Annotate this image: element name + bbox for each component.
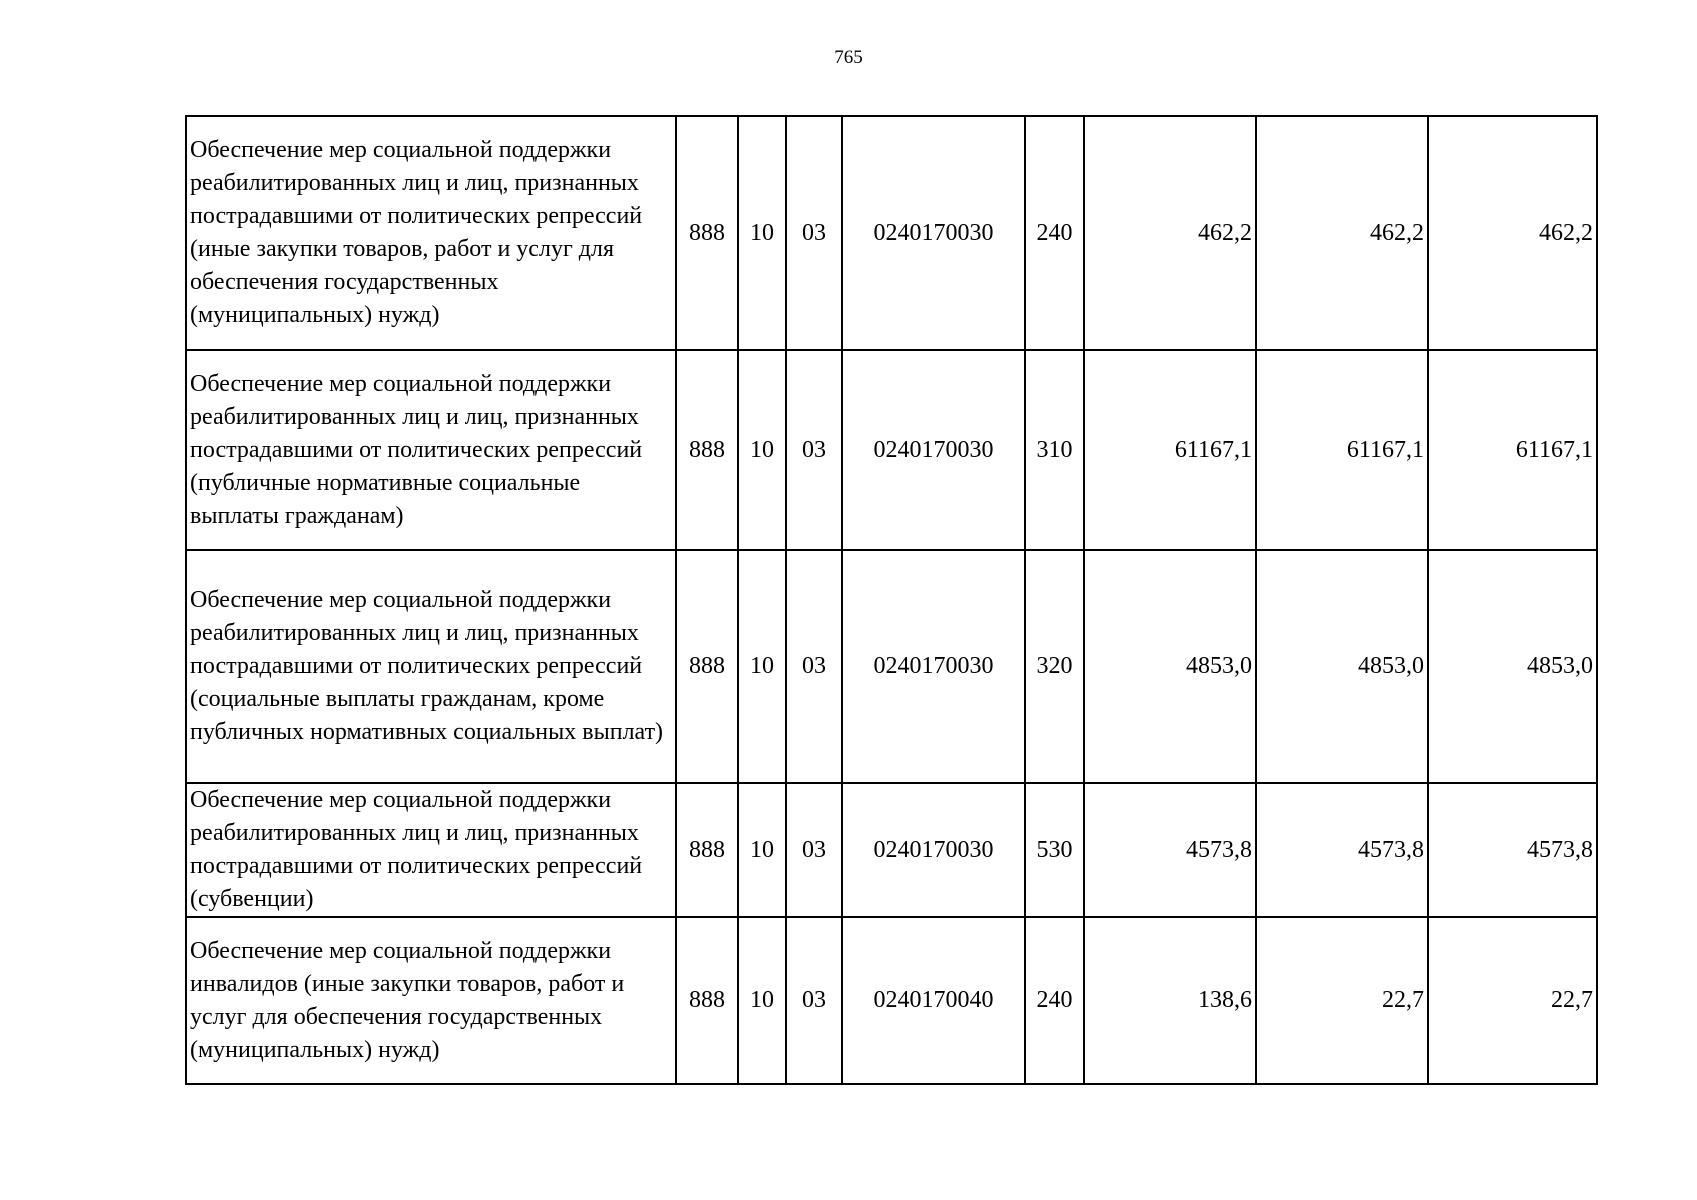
amount-3-cell: 22,7 (1428, 917, 1597, 1084)
description-cell: Обеспечение мер социальной поддержки реабилитированных лиц и лиц, признанных пострадавшими от политических репрессий (субвенции) (186, 783, 676, 917)
ministry-code-cell: 888 (676, 917, 738, 1084)
expense-type-cell: 310 (1025, 350, 1084, 550)
amount-1-cell: 4853,0 (1084, 550, 1256, 783)
page-number: 765 (834, 47, 863, 68)
amount-1-cell: 462,2 (1084, 116, 1256, 350)
expense-type-cell: 320 (1025, 550, 1084, 783)
subsection-code-cell: 03 (786, 917, 842, 1084)
ministry-code-cell: 888 (676, 350, 738, 550)
section-code-cell: 10 (738, 116, 786, 350)
budget-table (185, 115, 1598, 1085)
description-cell: Обеспечение мер социальной поддержки реабилитированных лиц и лиц, признанных пострадавшими от политических репрессий (публичные нормативные социальные выплаты гражданам) (186, 350, 676, 550)
subsection-code-cell: 03 (786, 783, 842, 917)
target-article-cell: 0240170040 (842, 917, 1025, 1084)
amount-1-cell: 61167,1 (1084, 350, 1256, 550)
target-article-cell: 0240170030 (842, 550, 1025, 783)
subsection-code-cell: 03 (786, 116, 842, 350)
amount-1-cell: 138,6 (1084, 917, 1256, 1084)
amount-3-cell: 4573,8 (1428, 783, 1597, 917)
description-cell: Обеспечение мер социальной поддержки реабилитированных лиц и лиц, признанных пострадавшими от политических репрессий (социальные выплаты гражданам, кроме публичных нормативных социальных выплат) (186, 550, 676, 783)
expense-type-cell: 240 (1025, 116, 1084, 350)
amount-2-cell: 4573,8 (1256, 783, 1428, 917)
amount-3-cell: 4853,0 (1428, 550, 1597, 783)
subsection-code-cell: 03 (786, 350, 842, 550)
subsection-code-cell: 03 (786, 550, 842, 783)
amount-2-cell: 22,7 (1256, 917, 1428, 1084)
amount-2-cell: 61167,1 (1256, 350, 1428, 550)
table-row (186, 350, 1597, 550)
target-article-cell: 0240170030 (842, 783, 1025, 917)
table-row (186, 917, 1597, 1084)
section-code-cell: 10 (738, 917, 786, 1084)
section-code-cell: 10 (738, 350, 786, 550)
expense-type-cell: 530 (1025, 783, 1084, 917)
section-code-cell: 10 (738, 550, 786, 783)
amount-1-cell: 4573,8 (1084, 783, 1256, 917)
expense-type-cell: 240 (1025, 917, 1084, 1084)
target-article-cell: 0240170030 (842, 350, 1025, 550)
ministry-code-cell: 888 (676, 550, 738, 783)
ministry-code-cell: 888 (676, 116, 738, 350)
section-code-cell: 10 (738, 783, 786, 917)
ministry-code-cell: 888 (676, 783, 738, 917)
target-article-cell: 0240170030 (842, 116, 1025, 350)
amount-2-cell: 462,2 (1256, 116, 1428, 350)
amount-2-cell: 4853,0 (1256, 550, 1428, 783)
description-cell: Обеспечение мер социальной поддержки инвалидов (иные закупки товаров, работ и услуг для обеспечения государственных (муниципальных) нужд) (186, 917, 676, 1084)
table-row (186, 550, 1597, 783)
table-row (186, 116, 1597, 350)
table-row (186, 783, 1597, 917)
amount-3-cell: 462,2 (1428, 116, 1597, 350)
amount-3-cell: 61167,1 (1428, 350, 1597, 550)
description-cell: Обеспечение мер социальной поддержки реабилитированных лиц и лиц, признанных пострадавшими от политических репрессий (иные закупки товаров, работ и услуг для обеспечения государственных (муниципальных) нужд) (186, 116, 676, 350)
